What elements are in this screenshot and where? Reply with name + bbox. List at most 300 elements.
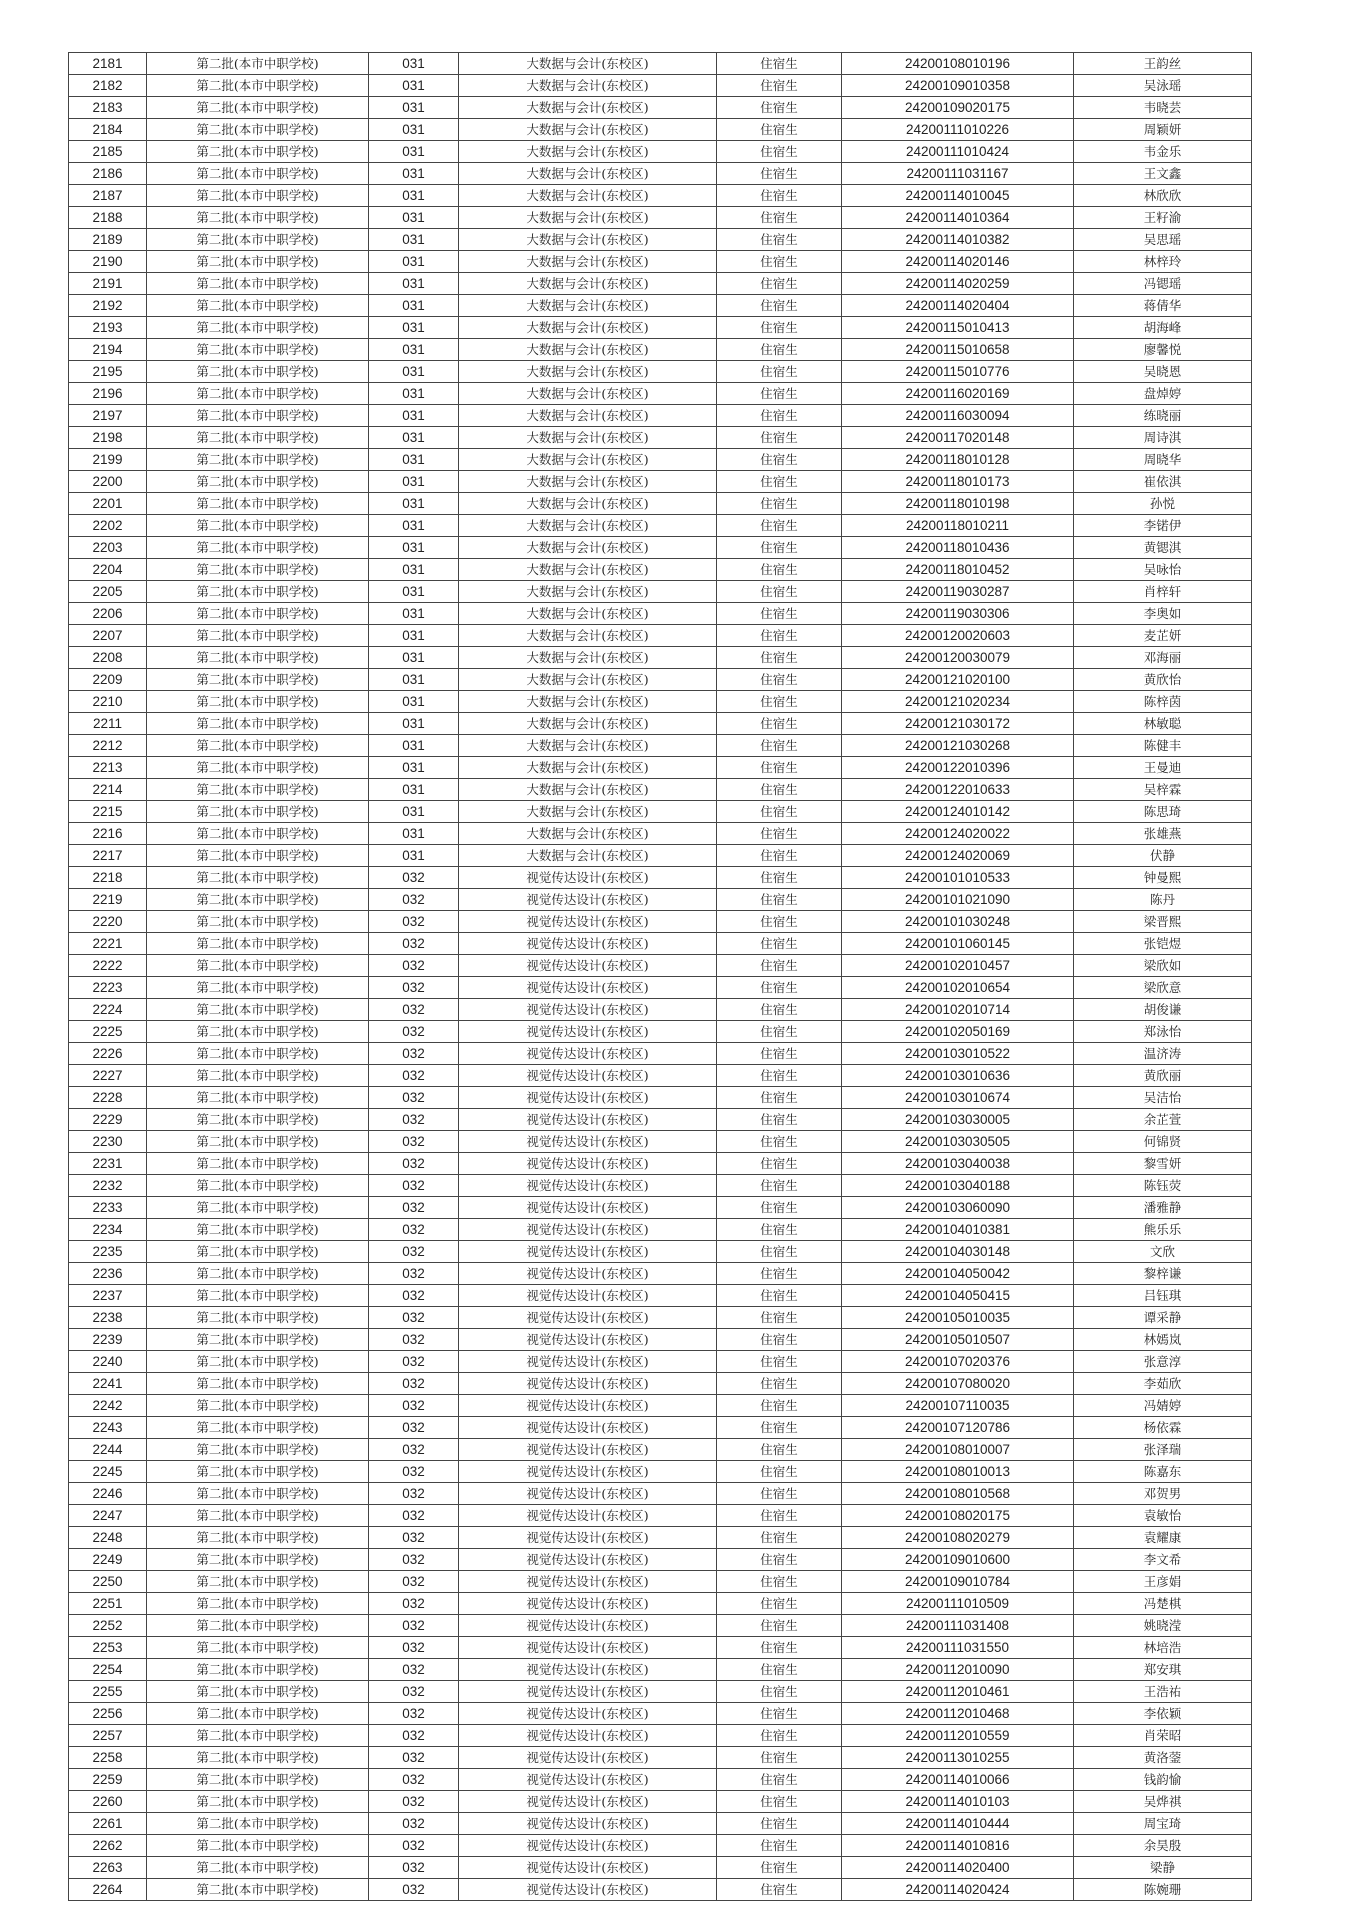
cell-residence-type: 住宿生 bbox=[717, 449, 842, 471]
table-row bbox=[69, 977, 1252, 999]
cell-residence-type: 住宿生 bbox=[717, 1021, 842, 1043]
table-row bbox=[69, 119, 1252, 141]
cell-residence-type: 住宿生 bbox=[717, 493, 842, 515]
cell-major-name: 视觉传达设计(东校区) bbox=[459, 1747, 717, 1769]
cell-major-code: 032 bbox=[369, 1351, 459, 1373]
cell-residence-type: 住宿生 bbox=[717, 317, 842, 339]
cell-exam-id: 24200114010816 bbox=[842, 1835, 1074, 1857]
cell-student-name: 杨依霖 bbox=[1074, 1417, 1252, 1439]
cell-major-code: 032 bbox=[369, 933, 459, 955]
cell-exam-id: 24200109010600 bbox=[842, 1549, 1074, 1571]
cell-batch: 第二批(本市中职学校) bbox=[147, 889, 369, 911]
cell-exam-id: 24200103010522 bbox=[842, 1043, 1074, 1065]
cell-exam-id: 24200103010674 bbox=[842, 1087, 1074, 1109]
table-row bbox=[69, 537, 1252, 559]
cell-major-code: 031 bbox=[369, 757, 459, 779]
cell-major-name: 大数据与会计(东校区) bbox=[459, 757, 717, 779]
cell-major-code: 032 bbox=[369, 1527, 459, 1549]
cell-student-name: 陈嘉东 bbox=[1074, 1461, 1252, 1483]
cell-major-code: 031 bbox=[369, 515, 459, 537]
cell-batch: 第二批(本市中职学校) bbox=[147, 339, 369, 361]
cell-exam-id: 24200122010396 bbox=[842, 757, 1074, 779]
cell-batch: 第二批(本市中职学校) bbox=[147, 1131, 369, 1153]
cell-batch: 第二批(本市中职学校) bbox=[147, 955, 369, 977]
cell-batch: 第二批(本市中职学校) bbox=[147, 537, 369, 559]
cell-student-name: 吕钰琪 bbox=[1074, 1285, 1252, 1307]
cell-major-code: 031 bbox=[369, 295, 459, 317]
cell-batch: 第二批(本市中职学校) bbox=[147, 185, 369, 207]
cell-row-index: 2216 bbox=[69, 823, 147, 845]
cell-major-code: 032 bbox=[369, 1219, 459, 1241]
cell-major-name: 大数据与会计(东校区) bbox=[459, 515, 717, 537]
cell-batch: 第二批(本市中职学校) bbox=[147, 207, 369, 229]
cell-exam-id: 24200114020146 bbox=[842, 251, 1074, 273]
cell-batch: 第二批(本市中职学校) bbox=[147, 97, 369, 119]
cell-major-name: 视觉传达设计(东校区) bbox=[459, 1087, 717, 1109]
cell-major-code: 031 bbox=[369, 779, 459, 801]
cell-row-index: 2247 bbox=[69, 1505, 147, 1527]
cell-major-name: 视觉传达设计(东校区) bbox=[459, 867, 717, 889]
cell-major-code: 031 bbox=[369, 735, 459, 757]
cell-major-code: 032 bbox=[369, 1285, 459, 1307]
cell-major-name: 视觉传达设计(东校区) bbox=[459, 1351, 717, 1373]
cell-major-name: 视觉传达设计(东校区) bbox=[459, 955, 717, 977]
table-row bbox=[69, 1659, 1252, 1681]
cell-residence-type: 住宿生 bbox=[717, 1571, 842, 1593]
cell-student-name: 伏静 bbox=[1074, 845, 1252, 867]
cell-major-code: 031 bbox=[369, 713, 459, 735]
cell-row-index: 2197 bbox=[69, 405, 147, 427]
cell-major-code: 031 bbox=[369, 163, 459, 185]
cell-batch: 第二批(本市中职学校) bbox=[147, 867, 369, 889]
cell-major-name: 大数据与会计(东校区) bbox=[459, 53, 717, 75]
cell-exam-id: 24200112010559 bbox=[842, 1725, 1074, 1747]
cell-exam-id: 24200121030172 bbox=[842, 713, 1074, 735]
cell-residence-type: 住宿生 bbox=[717, 339, 842, 361]
cell-major-code: 032 bbox=[369, 1153, 459, 1175]
cell-residence-type: 住宿生 bbox=[717, 1549, 842, 1571]
cell-student-name: 胡俊谦 bbox=[1074, 999, 1252, 1021]
cell-batch: 第二批(本市中职学校) bbox=[147, 273, 369, 295]
cell-batch: 第二批(本市中职学校) bbox=[147, 515, 369, 537]
cell-major-name: 视觉传达设计(东校区) bbox=[459, 1791, 717, 1813]
cell-row-index: 2262 bbox=[69, 1835, 147, 1857]
cell-residence-type: 住宿生 bbox=[717, 273, 842, 295]
cell-residence-type: 住宿生 bbox=[717, 801, 842, 823]
cell-major-name: 视觉传达设计(东校区) bbox=[459, 1329, 717, 1351]
cell-exam-id: 24200105010507 bbox=[842, 1329, 1074, 1351]
cell-student-name: 陈健丰 bbox=[1074, 735, 1252, 757]
table-row bbox=[69, 801, 1252, 823]
table-row bbox=[69, 691, 1252, 713]
cell-exam-id: 24200111010509 bbox=[842, 1593, 1074, 1615]
cell-student-name: 梁欣如 bbox=[1074, 955, 1252, 977]
cell-row-index: 2226 bbox=[69, 1043, 147, 1065]
cell-student-name: 黎梓谦 bbox=[1074, 1263, 1252, 1285]
cell-student-name: 练晓丽 bbox=[1074, 405, 1252, 427]
cell-row-index: 2202 bbox=[69, 515, 147, 537]
cell-residence-type: 住宿生 bbox=[717, 867, 842, 889]
cell-major-name: 视觉传达设计(东校区) bbox=[459, 1835, 717, 1857]
cell-residence-type: 住宿生 bbox=[717, 1835, 842, 1857]
cell-residence-type: 住宿生 bbox=[717, 1087, 842, 1109]
cell-major-name: 视觉传达设计(东校区) bbox=[459, 1483, 717, 1505]
cell-student-name: 胡海峰 bbox=[1074, 317, 1252, 339]
cell-major-name: 大数据与会计(东校区) bbox=[459, 647, 717, 669]
cell-batch: 第二批(本市中职学校) bbox=[147, 581, 369, 603]
cell-row-index: 2190 bbox=[69, 251, 147, 273]
cell-major-name: 视觉传达设计(东校区) bbox=[459, 1131, 717, 1153]
table-row bbox=[69, 823, 1252, 845]
cell-student-name: 郑泳怡 bbox=[1074, 1021, 1252, 1043]
table-row bbox=[69, 1263, 1252, 1285]
cell-exam-id: 24200108010196 bbox=[842, 53, 1074, 75]
cell-residence-type: 住宿生 bbox=[717, 1417, 842, 1439]
cell-student-name: 韦晓芸 bbox=[1074, 97, 1252, 119]
cell-batch: 第二批(本市中职学校) bbox=[147, 1153, 369, 1175]
cell-residence-type: 住宿生 bbox=[717, 1879, 842, 1901]
cell-major-code: 031 bbox=[369, 801, 459, 823]
cell-batch: 第二批(本市中职学校) bbox=[147, 1373, 369, 1395]
cell-batch: 第二批(本市中职学校) bbox=[147, 625, 369, 647]
cell-major-code: 031 bbox=[369, 273, 459, 295]
table-row bbox=[69, 1373, 1252, 1395]
cell-student-name: 蒋倩华 bbox=[1074, 295, 1252, 317]
cell-major-code: 032 bbox=[369, 1329, 459, 1351]
cell-residence-type: 住宿生 bbox=[717, 1857, 842, 1879]
cell-major-code: 032 bbox=[369, 1879, 459, 1901]
cell-major-code: 032 bbox=[369, 889, 459, 911]
cell-batch: 第二批(本市中职学校) bbox=[147, 1725, 369, 1747]
cell-row-index: 2240 bbox=[69, 1351, 147, 1373]
cell-batch: 第二批(本市中职学校) bbox=[147, 1439, 369, 1461]
cell-major-code: 031 bbox=[369, 97, 459, 119]
cell-major-name: 视觉传达设计(东校区) bbox=[459, 1307, 717, 1329]
cell-student-name: 麦芷妍 bbox=[1074, 625, 1252, 647]
cell-row-index: 2249 bbox=[69, 1549, 147, 1571]
cell-batch: 第二批(本市中职学校) bbox=[147, 163, 369, 185]
cell-student-name: 陈思琦 bbox=[1074, 801, 1252, 823]
cell-major-name: 大数据与会计(东校区) bbox=[459, 845, 717, 867]
cell-major-code: 032 bbox=[369, 1615, 459, 1637]
cell-batch: 第二批(本市中职学校) bbox=[147, 1241, 369, 1263]
cell-batch: 第二批(本市中职学校) bbox=[147, 361, 369, 383]
cell-major-name: 视觉传达设计(东校区) bbox=[459, 999, 717, 1021]
table-row bbox=[69, 53, 1252, 75]
cell-major-name: 大数据与会计(东校区) bbox=[459, 669, 717, 691]
table-row bbox=[69, 845, 1252, 867]
cell-major-code: 032 bbox=[369, 1659, 459, 1681]
cell-major-name: 视觉传达设计(东校区) bbox=[459, 1175, 717, 1197]
cell-residence-type: 住宿生 bbox=[717, 229, 842, 251]
cell-exam-id: 24200112010090 bbox=[842, 1659, 1074, 1681]
cell-row-index: 2252 bbox=[69, 1615, 147, 1637]
cell-student-name: 冯锶瑶 bbox=[1074, 273, 1252, 295]
cell-row-index: 2220 bbox=[69, 911, 147, 933]
cell-major-code: 031 bbox=[369, 669, 459, 691]
cell-exam-id: 24200114020259 bbox=[842, 273, 1074, 295]
cell-major-code: 031 bbox=[369, 119, 459, 141]
table-row bbox=[69, 1483, 1252, 1505]
cell-batch: 第二批(本市中职学校) bbox=[147, 1395, 369, 1417]
cell-major-name: 大数据与会计(东校区) bbox=[459, 75, 717, 97]
cell-batch: 第二批(本市中职学校) bbox=[147, 383, 369, 405]
cell-row-index: 2221 bbox=[69, 933, 147, 955]
cell-row-index: 2236 bbox=[69, 1263, 147, 1285]
cell-exam-id: 24200103040038 bbox=[842, 1153, 1074, 1175]
cell-batch: 第二批(本市中职学校) bbox=[147, 449, 369, 471]
cell-exam-id: 24200114020404 bbox=[842, 295, 1074, 317]
cell-exam-id: 24200111031550 bbox=[842, 1637, 1074, 1659]
cell-student-name: 陈婉珊 bbox=[1074, 1879, 1252, 1901]
table-row bbox=[69, 867, 1252, 889]
cell-exam-id: 24200111031408 bbox=[842, 1615, 1074, 1637]
table-row bbox=[69, 97, 1252, 119]
cell-student-name: 周诗淇 bbox=[1074, 427, 1252, 449]
cell-residence-type: 住宿生 bbox=[717, 603, 842, 625]
cell-student-name: 李茹欣 bbox=[1074, 1373, 1252, 1395]
cell-row-index: 2241 bbox=[69, 1373, 147, 1395]
cell-student-name: 林嫣岚 bbox=[1074, 1329, 1252, 1351]
cell-major-name: 视觉传达设计(东校区) bbox=[459, 1263, 717, 1285]
cell-exam-id: 24200114010444 bbox=[842, 1813, 1074, 1835]
cell-major-name: 视觉传达设计(东校区) bbox=[459, 1703, 717, 1725]
cell-major-code: 031 bbox=[369, 845, 459, 867]
cell-student-name: 文欣 bbox=[1074, 1241, 1252, 1263]
cell-exam-id: 24200103030505 bbox=[842, 1131, 1074, 1153]
cell-student-name: 王韵丝 bbox=[1074, 53, 1252, 75]
cell-major-code: 031 bbox=[369, 537, 459, 559]
table-row bbox=[69, 361, 1252, 383]
cell-row-index: 2253 bbox=[69, 1637, 147, 1659]
table-row bbox=[69, 955, 1252, 977]
cell-row-index: 2257 bbox=[69, 1725, 147, 1747]
cell-student-name: 谭采静 bbox=[1074, 1307, 1252, 1329]
cell-row-index: 2196 bbox=[69, 383, 147, 405]
cell-exam-id: 24200114010382 bbox=[842, 229, 1074, 251]
cell-major-code: 032 bbox=[369, 1131, 459, 1153]
cell-major-name: 视觉传达设计(东校区) bbox=[459, 1197, 717, 1219]
cell-major-code: 032 bbox=[369, 1835, 459, 1857]
cell-major-name: 视觉传达设计(东校区) bbox=[459, 889, 717, 911]
table-row bbox=[69, 1285, 1252, 1307]
table-row bbox=[69, 1021, 1252, 1043]
cell-exam-id: 24200118010198 bbox=[842, 493, 1074, 515]
cell-major-code: 032 bbox=[369, 1461, 459, 1483]
table-row bbox=[69, 163, 1252, 185]
cell-residence-type: 住宿生 bbox=[717, 1593, 842, 1615]
cell-major-code: 032 bbox=[369, 1593, 459, 1615]
cell-major-name: 视觉传达设计(东校区) bbox=[459, 1065, 717, 1087]
cell-major-name: 大数据与会计(东校区) bbox=[459, 493, 717, 515]
cell-residence-type: 住宿生 bbox=[717, 1791, 842, 1813]
cell-student-name: 吴晓恩 bbox=[1074, 361, 1252, 383]
cell-exam-id: 24200102050169 bbox=[842, 1021, 1074, 1043]
cell-exam-id: 24200124020022 bbox=[842, 823, 1074, 845]
cell-student-name: 潘雅静 bbox=[1074, 1197, 1252, 1219]
cell-batch: 第二批(本市中职学校) bbox=[147, 1087, 369, 1109]
cell-major-name: 视觉传达设计(东校区) bbox=[459, 1681, 717, 1703]
cell-student-name: 姚晓滢 bbox=[1074, 1615, 1252, 1637]
cell-batch: 第二批(本市中职学校) bbox=[147, 933, 369, 955]
cell-row-index: 2204 bbox=[69, 559, 147, 581]
cell-student-name: 余昊殷 bbox=[1074, 1835, 1252, 1857]
admission-list-table bbox=[68, 52, 1252, 1901]
cell-major-code: 032 bbox=[369, 977, 459, 999]
cell-batch: 第二批(本市中职学校) bbox=[147, 251, 369, 273]
cell-student-name: 周宝琦 bbox=[1074, 1813, 1252, 1835]
cell-major-name: 视觉传达设计(东校区) bbox=[459, 1593, 717, 1615]
cell-row-index: 2219 bbox=[69, 889, 147, 911]
cell-major-code: 031 bbox=[369, 75, 459, 97]
cell-row-index: 2242 bbox=[69, 1395, 147, 1417]
cell-batch: 第二批(本市中职学校) bbox=[147, 1593, 369, 1615]
cell-exam-id: 24200121030268 bbox=[842, 735, 1074, 757]
cell-student-name: 吴思瑶 bbox=[1074, 229, 1252, 251]
cell-major-name: 大数据与会计(东校区) bbox=[459, 427, 717, 449]
cell-residence-type: 住宿生 bbox=[717, 911, 842, 933]
cell-exam-id: 24200124010142 bbox=[842, 801, 1074, 823]
cell-residence-type: 住宿生 bbox=[717, 537, 842, 559]
cell-student-name: 梁静 bbox=[1074, 1857, 1252, 1879]
cell-row-index: 2235 bbox=[69, 1241, 147, 1263]
cell-student-name: 黄欣丽 bbox=[1074, 1065, 1252, 1087]
cell-batch: 第二批(本市中职学校) bbox=[147, 1747, 369, 1769]
cell-major-code: 032 bbox=[369, 1175, 459, 1197]
cell-row-index: 2256 bbox=[69, 1703, 147, 1725]
table-row bbox=[69, 1791, 1252, 1813]
cell-major-code: 032 bbox=[369, 1813, 459, 1835]
cell-residence-type: 住宿生 bbox=[717, 1461, 842, 1483]
cell-major-name: 大数据与会计(东校区) bbox=[459, 713, 717, 735]
cell-major-code: 032 bbox=[369, 1549, 459, 1571]
table-row bbox=[69, 1417, 1252, 1439]
cell-major-name: 视觉传达设计(东校区) bbox=[459, 977, 717, 999]
cell-residence-type: 住宿生 bbox=[717, 691, 842, 713]
cell-exam-id: 24200101060145 bbox=[842, 933, 1074, 955]
cell-major-name: 大数据与会计(东校区) bbox=[459, 163, 717, 185]
cell-major-name: 大数据与会计(东校区) bbox=[459, 383, 717, 405]
cell-batch: 第二批(本市中职学校) bbox=[147, 735, 369, 757]
cell-exam-id: 24200121020234 bbox=[842, 691, 1074, 713]
cell-major-name: 大数据与会计(东校区) bbox=[459, 207, 717, 229]
cell-residence-type: 住宿生 bbox=[717, 933, 842, 955]
table-row bbox=[69, 1197, 1252, 1219]
table-row bbox=[69, 1593, 1252, 1615]
cell-major-name: 视觉传达设计(东校区) bbox=[459, 1879, 717, 1901]
cell-student-name: 吴梓霖 bbox=[1074, 779, 1252, 801]
cell-residence-type: 住宿生 bbox=[717, 53, 842, 75]
cell-major-code: 032 bbox=[369, 1747, 459, 1769]
cell-major-name: 大数据与会计(东校区) bbox=[459, 625, 717, 647]
cell-major-code: 031 bbox=[369, 229, 459, 251]
cell-exam-id: 24200103030005 bbox=[842, 1109, 1074, 1131]
cell-major-code: 032 bbox=[369, 1703, 459, 1725]
cell-major-name: 大数据与会计(东校区) bbox=[459, 471, 717, 493]
cell-row-index: 2237 bbox=[69, 1285, 147, 1307]
cell-student-name: 王浩祐 bbox=[1074, 1681, 1252, 1703]
table-row bbox=[69, 1835, 1252, 1857]
cell-residence-type: 住宿生 bbox=[717, 383, 842, 405]
cell-row-index: 2208 bbox=[69, 647, 147, 669]
cell-student-name: 吴洁怡 bbox=[1074, 1087, 1252, 1109]
table-row bbox=[69, 933, 1252, 955]
cell-residence-type: 住宿生 bbox=[717, 251, 842, 273]
cell-batch: 第二批(本市中职学校) bbox=[147, 1307, 369, 1329]
table-row bbox=[69, 383, 1252, 405]
cell-student-name: 何锦贤 bbox=[1074, 1131, 1252, 1153]
cell-residence-type: 住宿生 bbox=[717, 119, 842, 141]
table-row bbox=[69, 207, 1252, 229]
cell-row-index: 2201 bbox=[69, 493, 147, 515]
cell-major-code: 032 bbox=[369, 999, 459, 1021]
cell-exam-id: 24200112010468 bbox=[842, 1703, 1074, 1725]
cell-student-name: 廖馨悦 bbox=[1074, 339, 1252, 361]
table-row bbox=[69, 1505, 1252, 1527]
cell-row-index: 2239 bbox=[69, 1329, 147, 1351]
cell-row-index: 2189 bbox=[69, 229, 147, 251]
cell-student-name: 黄锶淇 bbox=[1074, 537, 1252, 559]
cell-batch: 第二批(本市中职学校) bbox=[147, 1285, 369, 1307]
cell-major-code: 032 bbox=[369, 1571, 459, 1593]
table-row bbox=[69, 581, 1252, 603]
cell-student-name: 张意淳 bbox=[1074, 1351, 1252, 1373]
cell-major-name: 视觉传达设计(东校区) bbox=[459, 911, 717, 933]
cell-student-name: 王曼迪 bbox=[1074, 757, 1252, 779]
cell-row-index: 2232 bbox=[69, 1175, 147, 1197]
cell-exam-id: 24200101010533 bbox=[842, 867, 1074, 889]
cell-exam-id: 24200102010714 bbox=[842, 999, 1074, 1021]
cell-residence-type: 住宿生 bbox=[717, 141, 842, 163]
cell-major-name: 视觉传达设计(东校区) bbox=[459, 1043, 717, 1065]
cell-major-code: 032 bbox=[369, 1769, 459, 1791]
cell-batch: 第二批(本市中职学校) bbox=[147, 1549, 369, 1571]
cell-row-index: 2213 bbox=[69, 757, 147, 779]
cell-row-index: 2209 bbox=[69, 669, 147, 691]
cell-major-name: 视觉传达设计(东校区) bbox=[459, 1857, 717, 1879]
table-row bbox=[69, 1461, 1252, 1483]
cell-major-name: 视觉传达设计(东校区) bbox=[459, 1571, 717, 1593]
cell-batch: 第二批(本市中职学校) bbox=[147, 1021, 369, 1043]
cell-major-code: 031 bbox=[369, 53, 459, 75]
cell-major-name: 大数据与会计(东校区) bbox=[459, 317, 717, 339]
table-row bbox=[69, 427, 1252, 449]
cell-major-code: 031 bbox=[369, 603, 459, 625]
cell-exam-id: 24200105010035 bbox=[842, 1307, 1074, 1329]
cell-exam-id: 24200104030148 bbox=[842, 1241, 1074, 1263]
cell-row-index: 2215 bbox=[69, 801, 147, 823]
table-row bbox=[69, 185, 1252, 207]
table-row bbox=[69, 779, 1252, 801]
table-row bbox=[69, 1087, 1252, 1109]
cell-major-code: 032 bbox=[369, 1109, 459, 1131]
cell-major-name: 视觉传达设计(东校区) bbox=[459, 1417, 717, 1439]
cell-major-code: 032 bbox=[369, 1681, 459, 1703]
cell-major-code: 032 bbox=[369, 1483, 459, 1505]
cell-batch: 第二批(本市中职学校) bbox=[147, 405, 369, 427]
cell-student-name: 吴咏怡 bbox=[1074, 559, 1252, 581]
cell-exam-id: 24200104010381 bbox=[842, 1219, 1074, 1241]
table-row bbox=[69, 1549, 1252, 1571]
cell-batch: 第二批(本市中职学校) bbox=[147, 1571, 369, 1593]
cell-exam-id: 24200116030094 bbox=[842, 405, 1074, 427]
cell-student-name: 林欣欣 bbox=[1074, 185, 1252, 207]
cell-residence-type: 住宿生 bbox=[717, 1747, 842, 1769]
table-row bbox=[69, 713, 1252, 735]
cell-residence-type: 住宿生 bbox=[717, 1395, 842, 1417]
cell-major-code: 032 bbox=[369, 1791, 459, 1813]
cell-student-name: 李锘伊 bbox=[1074, 515, 1252, 537]
